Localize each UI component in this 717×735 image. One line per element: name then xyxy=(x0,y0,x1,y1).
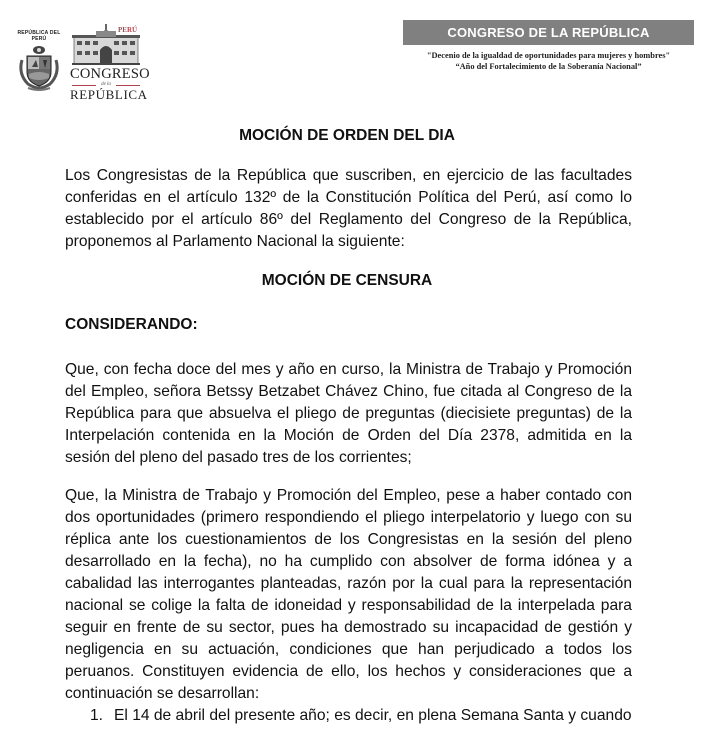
document-header xyxy=(0,0,717,110)
official-mottos xyxy=(403,50,694,72)
paragraph-line: nacional se colige la falta de idoneidad y responsabilidad de la interpelada para xyxy=(65,597,632,614)
paragraph-line: sesión del pleno del pasado tres de los corrientes; xyxy=(65,449,412,466)
paragraph-line: establecido por el artículo 86º del Reglamento del Congreso de la República, xyxy=(65,211,632,228)
logo-congreso-text: CONGRESO xyxy=(70,66,150,82)
list-item-number: 1. xyxy=(90,707,104,724)
congreso-logo xyxy=(68,22,150,102)
paragraph-line: continuación se desarrollan: xyxy=(65,685,260,702)
section-heading: CONSIDERANDO: xyxy=(65,316,198,333)
paragraph-line: dos oportunidades (primero respondiendo el pliego interpelatorio y luego con su xyxy=(65,509,632,526)
coat-of-arms-icon xyxy=(14,30,64,96)
list-item-text: El 14 de abril del presente año; es decir, en plena Semana Santa y cuando xyxy=(114,707,632,724)
logo-dela-text: de la xyxy=(101,82,111,87)
paragraph-line: desarrollado en la fecha), no ha cumplido con absolver de forma idónea y a xyxy=(65,553,632,570)
paragraph-line: negligencia en su actuación, condiciones que han perjudicado a todos los xyxy=(65,641,632,658)
paragraph-line: cabalidad las interrogantes planteadas, razón por la cual para la representación xyxy=(65,575,632,592)
logo-arc-text: REPÚBLICA DEL PERÚ xyxy=(17,30,61,42)
paragraph-line: Los Congresistas de la República que suscriben, en ejercicio de las facultades xyxy=(65,167,632,184)
paragraph-line: Que, con fecha doce del mes y año en curso, la Ministra de Trabajo y Promoción xyxy=(65,361,632,378)
paragraph-line: Que, la Ministra de Trabajo y Promoción del Empleo, pese a haber contado con xyxy=(65,487,632,504)
paragraph-line: peruanos. Constituyen evidencia de ello, los hechos y consideraciones que a xyxy=(65,663,632,680)
logo-republica-text: REPÚBLICA xyxy=(70,87,148,102)
paragraph-line: República para que absuelva el pliego de preguntas (diecisiete preguntas) de la xyxy=(65,405,632,422)
institution-banner: CONGRESO DE LA REPÚBLICA xyxy=(403,20,694,45)
motto-line: "Decenio de la igualdad de oportunidades para mujeres y hombres" xyxy=(426,51,671,60)
paragraph-line: conferidas en el artículo 132º de la Constitución Política del Perú, así como lo xyxy=(65,189,632,206)
paragraph-line: proponemos al Parlamento Nacional la siguiente: xyxy=(65,233,405,250)
paragraph-line: seguir en frente de su sector, pues ha demostrado su incapacidad de gestión y xyxy=(65,619,632,636)
paragraph-line: del Empleo, señora Betssy Betzabet Chávez Chino, fue citada al Congreso de la xyxy=(65,383,632,400)
document-title: MOCIÓN DE ORDEN DEL DIA xyxy=(239,127,455,144)
document-subtitle: MOCIÓN DE CENSURA xyxy=(261,272,433,289)
logo-divider-right xyxy=(116,85,140,86)
considerando-paragraph-2 xyxy=(65,485,632,705)
paragraph-line: réplica ante los cuestionamientos de los Congresistas en la sesión del pleno xyxy=(65,531,632,548)
numbered-list-item xyxy=(90,705,632,727)
intro-paragraph xyxy=(65,165,632,253)
logo-country-label: PERÚ xyxy=(118,26,138,34)
motto-line: “Año del Fortalecimiento de la Soberanía Nacional” xyxy=(455,62,642,71)
considerando-paragraph-1 xyxy=(65,359,632,469)
paragraph-line: Interpelación contenida en la Moción de Orden del Día 2378, admitida en la xyxy=(65,427,632,444)
republica-del-peru-logo xyxy=(14,30,64,96)
